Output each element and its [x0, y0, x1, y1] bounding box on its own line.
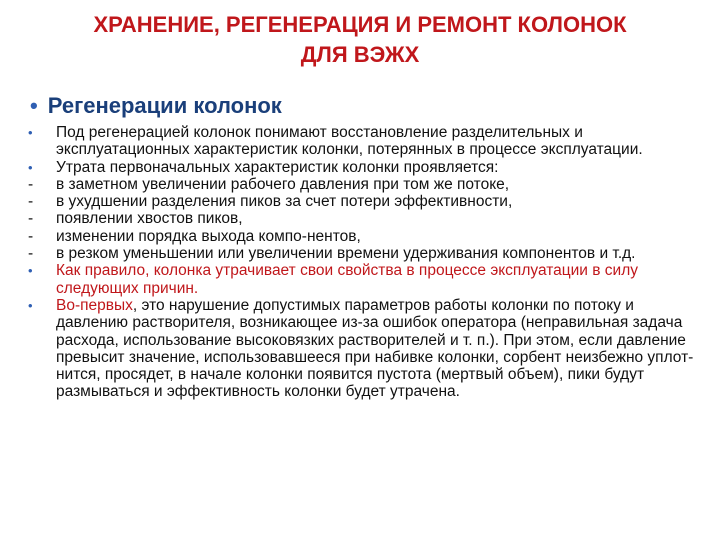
list-item-definition	[28, 124, 698, 159]
dash-item-text: появлении хвостов пиков,	[56, 210, 243, 228]
slide-body	[28, 124, 698, 401]
list-item-text: Утрата первоначальных характеристик колонки проявляется:	[56, 158, 499, 176]
dash-icon: -	[28, 227, 34, 245]
list-item-text	[56, 297, 698, 401]
dash-item-text: в ухудшении разделения пиков за счет потери эффективности,	[56, 193, 513, 211]
bullet-icon: •	[28, 297, 33, 313]
slide-title-line-2: ДЛЯ ВЭЖХ	[300, 42, 420, 67]
list-item-rule	[28, 262, 698, 297]
section-heading-text: Регенерации колонок	[47, 93, 282, 118]
bullet-icon: •	[28, 159, 33, 175]
slide-title	[40, 10, 680, 70]
bullet-icon: •	[28, 125, 33, 140]
dash-icon: -	[28, 210, 34, 228]
list-item-text: Как правило, колонка утрачивает свои свойства в процессе эксплуатации в силу следующих причин.	[56, 262, 639, 297]
first-reason-rest: , это нарушение допустимых параметров работы колонки по потоку и давлению растворителя, возникающее из-за ошибок оператора (неправильная задача расхода, использование высоковязких растворителей и т. п.). При этом, если давление превысит значение, использовавшееся при набивке колонки, сорбент неизбежно уплот-нится, просядет, в начале колонки появится пустота (мертвый объем), пики будут размываться и эффективность колонки будет утрачена.	[56, 296, 694, 401]
dash-item-tailing	[28, 210, 698, 227]
dash-item-text: в резком уменьшении или увеличении времени удерживания компонентов и т.д.	[56, 245, 636, 263]
dash-icon: -	[28, 193, 34, 211]
dash-item-text: в заметном увеличении рабочего давления при том же потоке,	[56, 175, 510, 193]
dash-icon: -	[28, 175, 34, 193]
slide-title-line-1: ХРАНЕНИЕ, РЕГЕНЕРАЦИЯ И РЕМОНТ КОЛОНОК	[93, 12, 627, 37]
dash-icon: -	[28, 245, 34, 263]
list-item-first-reason	[28, 297, 698, 401]
first-reason-emphasis: Во-первых	[56, 296, 133, 314]
list-item-loss-intro	[28, 159, 698, 176]
section-heading	[30, 92, 282, 120]
dash-item-pressure	[28, 176, 698, 193]
dash-item-elution-order	[28, 228, 698, 245]
dash-item-retention	[28, 245, 698, 262]
bullet-icon: •	[30, 93, 38, 118]
dash-item-separation	[28, 193, 698, 210]
bullet-icon: •	[28, 263, 33, 279]
dash-item-text: изменении порядка выхода компо-нентов,	[56, 227, 361, 245]
list-item-text: Под регенерацией колонок понимают восстановление разделительных и эксплуатационных характеристик колонки, потерянных в процессе эксплуатации.	[56, 124, 643, 159]
